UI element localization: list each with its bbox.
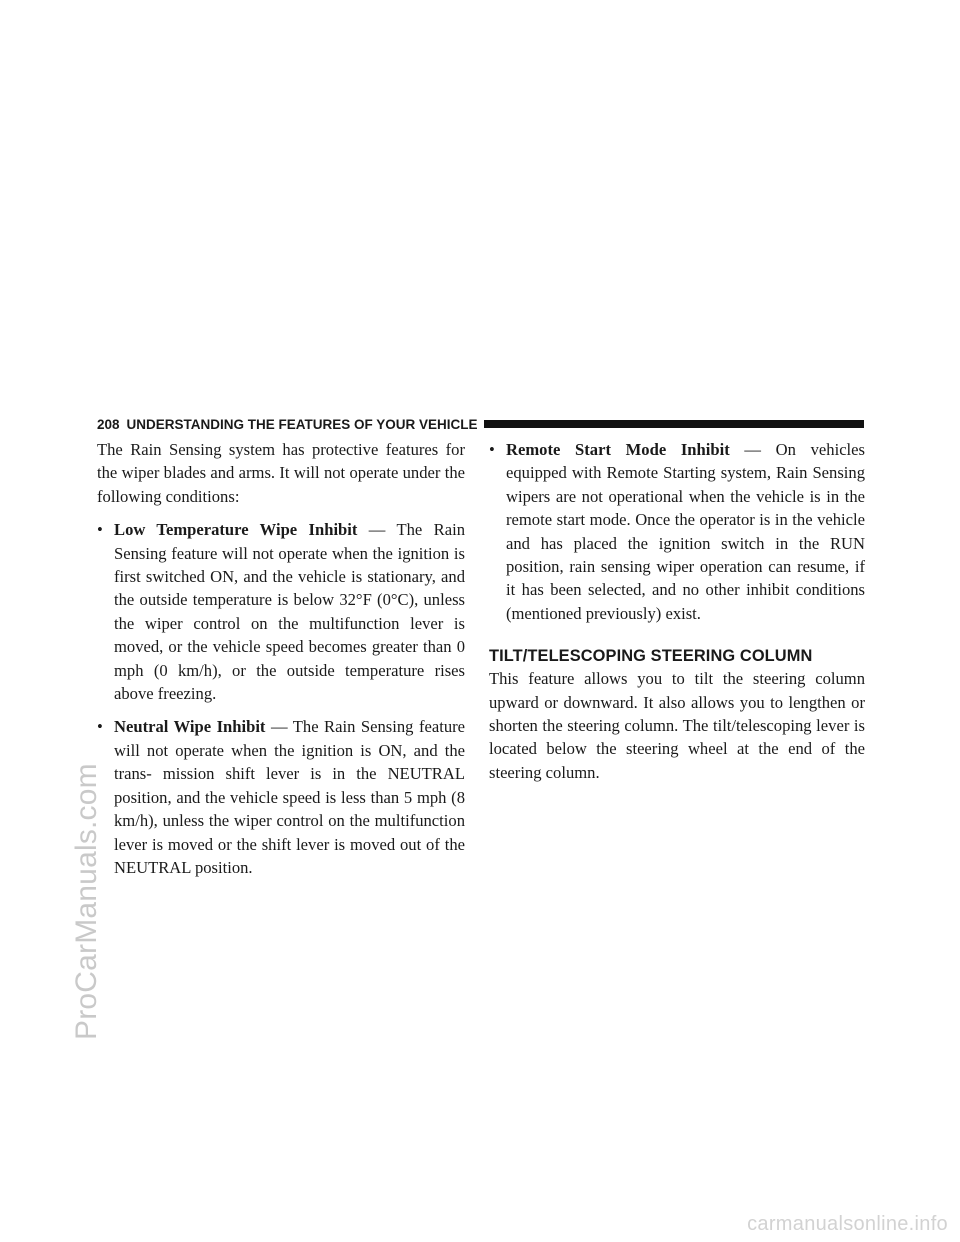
bullet-marker: • [97, 520, 103, 540]
bullet-term: Remote Start Mode Inhibit [506, 440, 730, 459]
bullet-marker: • [97, 717, 103, 737]
bullet-text: — The Rain Sensing feature will not operate when the ignition is first switched ON, and the vehicle is stationary, and the outside temperature is below 32°F (0°C), unless the wiper control on the multifunction lever is moved, or the vehicle speed becomes greater than 0 mph (0 km/h), or the outside temperature rises above freezing. [114, 520, 465, 704]
bullet-neutral-wipe [97, 715, 465, 879]
bullet-low-temperature [97, 518, 465, 705]
bullet-marker: • [489, 440, 495, 459]
bullet-term: Neutral Wipe Inhibit [114, 717, 266, 737]
right-column [489, 438, 865, 794]
bullet-remote-start [489, 438, 865, 625]
left-column [97, 438, 465, 889]
bullet-text: — On vehicles equipped with Remote Starting system, Rain Sensing wipers are not operational when the vehicle is in the remote start mode. Once the operator is in the vehicle and has placed the ignition switch in the RUN position, rain sensing wiper operation can resume, if it has been selected, and no other inhibit conditions (mentioned previously) exist. [506, 440, 865, 623]
bullet-term: Low Temperature Wipe Inhibit [114, 520, 358, 540]
watermark-side [0, 0, 103, 1242]
bullet-text: — The Rain Sensing feature will not operate when the ignition is ON, and the trans- mission shift lever is in the NEUTRAL position, and the vehicle speed is less than 5 mph (8 km/h), unless the wiper control on the multifunction lever is moved or the shift lever is moved out of the NEUTRAL position. [114, 717, 466, 877]
watermark-bottom: carmanualsonline.info [747, 1213, 948, 1235]
page-number: 208 [97, 416, 120, 432]
section-heading: TILT/TELESCOPING STEERING COLUMN [489, 647, 813, 666]
page-header [97, 414, 864, 434]
header-rule [484, 420, 864, 428]
intro-paragraph: The Rain Sensing system has protective features for the wiper blades and arms. It will not operate under the following conditions: [97, 440, 465, 506]
steering-paragraph: This feature allows you to tilt the steering column upward or downward. It also allows you to lengthen or shorten the steering column. The tilt/telescoping lever is located below the steering wheel at the end of the steering column. [489, 669, 865, 782]
watermark-side-text: ProCarManuals.com [70, 763, 103, 1040]
section-title: UNDERSTANDING THE FEATURES OF YOUR VEHICLE [126, 416, 478, 432]
